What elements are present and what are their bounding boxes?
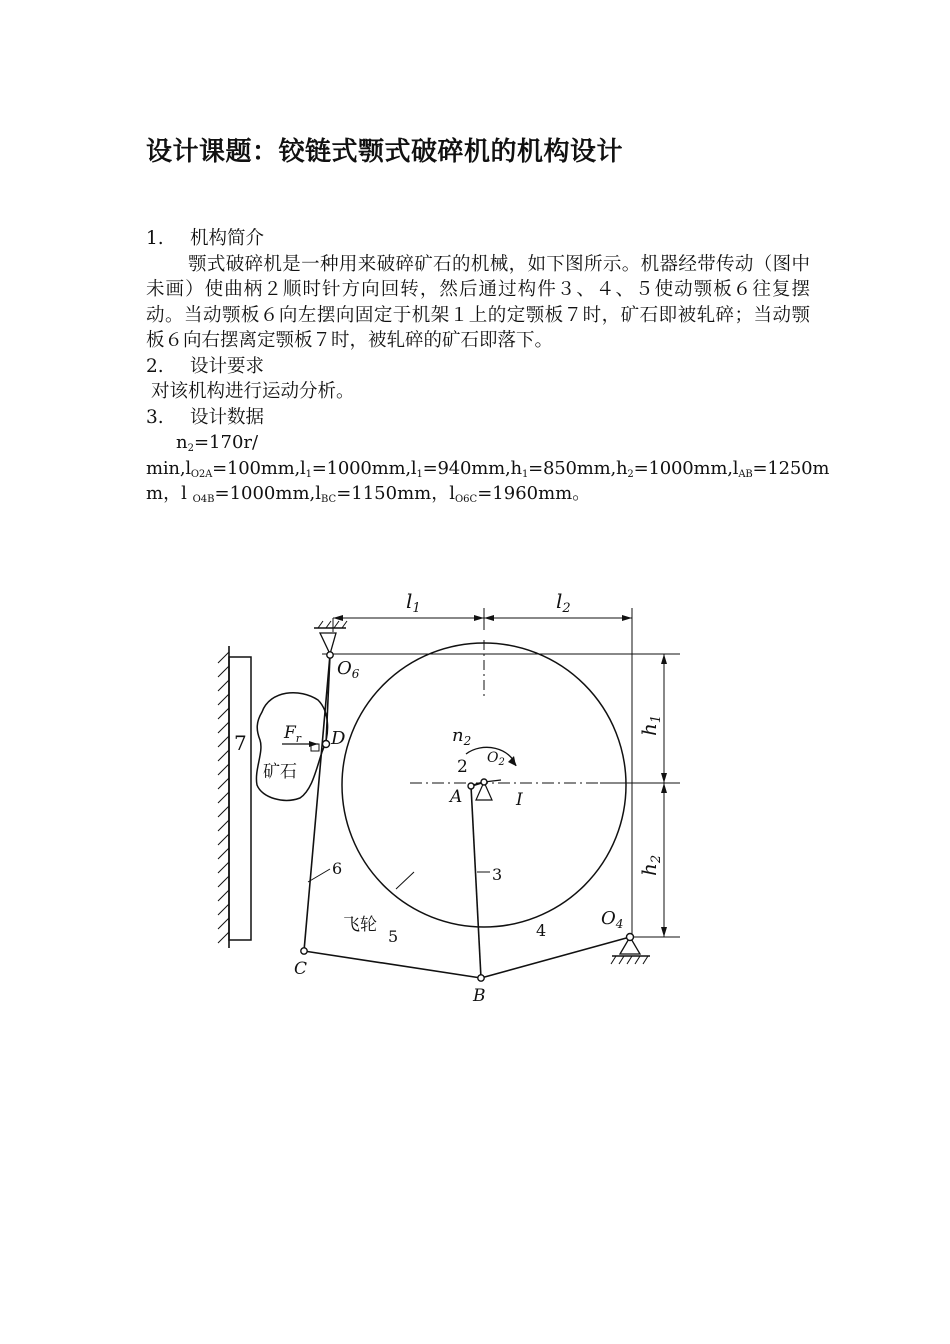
label-o6: $O_6$	[337, 658, 360, 681]
joint-o6	[327, 652, 333, 658]
design-data-line: $\min,l_{O2A}=100mm,l_1=1000mm,l_1=940mm,h_1=850mm,h_2=1000mm,l_{AB}=1250m$	[146, 457, 830, 480]
label-part-5: 5	[388, 927, 399, 946]
ground-hatching	[218, 652, 229, 943]
label-part-3: 3	[492, 865, 503, 884]
param-l1b: $l_1=940mm$,	[410, 457, 511, 480]
param-h1: $h_1=850mm$,	[510, 457, 617, 480]
section-text-1: 颚式破碎机是一种用来破碎矿石的机械，如下图所示。机器经带传动（图中未画）使曲柄２顺时针方向回转，然后通过构件３、４、５使动颚板６往复摆动。当动颚板６向左摆向固定于机架１上的定颚板７时，矿石即被轧碎；当动颚板６向右摆离定颚板７时，被轧碎的矿石即落下。	[146, 253, 810, 351]
label-c: C	[294, 959, 308, 979]
label-l1: $l_1$	[406, 589, 421, 616]
section-heading-1: 1. 机构简介	[146, 228, 265, 249]
joint-c	[301, 948, 307, 954]
param-lo6c: $l_{O6C}=1960mm$。	[449, 483, 591, 505]
label-a: A	[450, 787, 463, 807]
pivot-o6-support	[320, 633, 336, 654]
label-fr: $F_r$	[284, 723, 302, 745]
label-part-4: 4	[536, 921, 547, 940]
label-d: D	[331, 728, 346, 749]
label-part-7: 7	[234, 731, 247, 755]
param-l1: $l_1=1000mm$,	[300, 457, 411, 480]
section-heading-2: 2. 设计要求	[146, 355, 265, 377]
document-title: 设计课题：铰链式颚式破碎机的机构设计	[146, 137, 624, 167]
section-text-2: 对该机构进行运动分析。	[151, 381, 355, 402]
joint-a	[468, 783, 474, 789]
param-lab: $l_{AB}=1250m$	[732, 457, 830, 480]
ore-rock	[256, 693, 327, 801]
link-5	[304, 951, 481, 978]
label-ore: 矿石	[263, 762, 297, 782]
label-i: I	[516, 790, 523, 810]
joint-o2	[481, 779, 487, 785]
link-3	[471, 786, 481, 978]
label-l2: $l_2$	[556, 589, 571, 616]
link-4	[481, 937, 630, 978]
joint-b	[478, 975, 484, 981]
document-body	[146, 226, 830, 507]
design-data-speed: $n_2=170r/$	[176, 432, 259, 454]
param-h2: $h_2=1000mm$,	[616, 457, 733, 480]
fixed-jaw-plate	[229, 657, 251, 940]
section-heading-3: 3. 设计数据	[146, 406, 265, 428]
label-h2: $h_2$	[637, 854, 664, 876]
label-n2: $n_2$	[452, 725, 472, 748]
label-h1: $h_1$	[637, 714, 664, 736]
param-lbc: $l_{BC}=1150mm$，	[315, 483, 450, 505]
design-data-line-2: m，l $_{O4B}=1000mm,l_{BC}=1150mm$，$l_{O6C}=1960mm$。	[146, 483, 591, 505]
param-lo2a: $l_{O2A}=100mm$,	[185, 457, 300, 480]
label-b: B	[473, 986, 486, 1006]
label-o2: $O_2$	[487, 750, 505, 768]
label-part-2: 2	[457, 757, 468, 777]
joint-o4	[627, 934, 634, 941]
label-flywheel: 飞轮	[343, 915, 377, 935]
label-o4: $O_4$	[601, 908, 624, 931]
param-lo4b: l $_{O4B}$=1000mm,	[181, 483, 316, 505]
joint-d	[323, 741, 330, 748]
label-part-6: 6	[332, 859, 343, 878]
mechanism-diagram	[0, 560, 950, 1020]
